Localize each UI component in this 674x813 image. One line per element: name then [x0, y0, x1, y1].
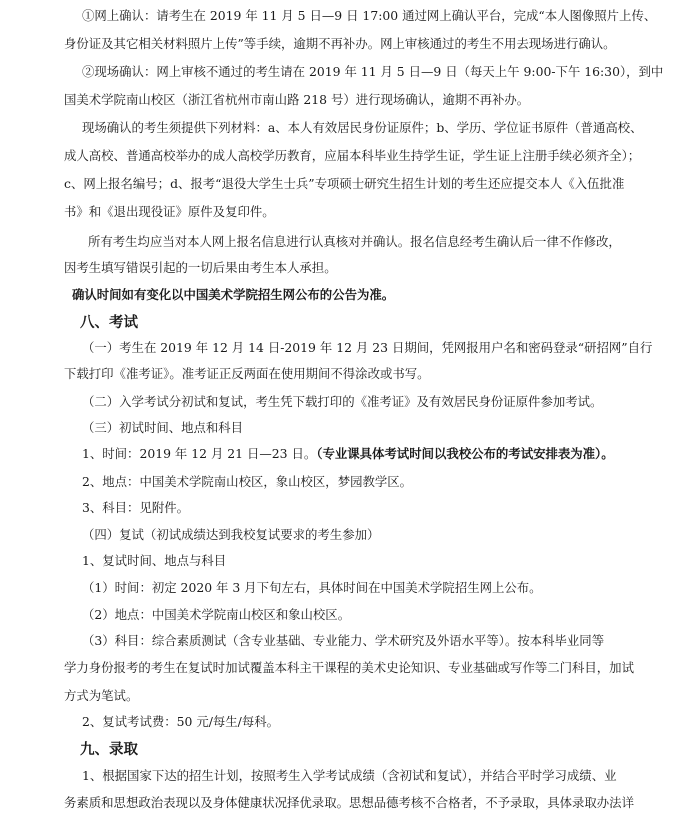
paragraph-line: c、网上报名编号；d、报考“退役大学生士兵”专项硕士研究生招生计划的考生还应提交本人《入伍批准	[64, 176, 625, 191]
paragraph-line: 1、复试时间、地点与科目	[82, 553, 227, 568]
paragraph-line: 因考生填写错误引起的一切后果由考生本人承担。	[64, 260, 337, 275]
paragraph-line: 3、科目：见附件。	[82, 500, 190, 515]
paragraph-line: 学力身份报考的考生在复试时加试覆盖本科主干课程的美术史论知识、专业基础或写作等二门科目，加试	[64, 660, 634, 675]
paragraph-line: （3）科目：综合素质测试（含专业基础、专业能力、学术研究及外语水平等）。按本科毕业同等	[82, 633, 605, 648]
bold-notice: 确认时间如有变化以中国美术学院招生网公布的公告为准。	[72, 287, 395, 302]
paragraph-line: （三）初试时间、地点和科目	[82, 420, 244, 435]
exam-time: 1、时间：2019 年 12 月 21 日—23 日。	[82, 446, 317, 461]
paragraph-line: 国美术学院南山校区（浙江省杭州市南山路 218 号）进行现场确认，逾期不再补办。	[64, 92, 530, 107]
paragraph-line: （四）复试（初试成绩达到我校复试要求的考生参加）	[82, 527, 380, 542]
paragraph-line: 现场确认的考生须提供下列材料：a、本人有效居民身份证原件；b、学历、学位证书原件（普通高校、	[82, 120, 643, 135]
paragraph-line: 下载打印《准考证》。准考证正反两面在使用期间不得涂改或书写。	[64, 366, 430, 381]
paragraph-line: （1）时间：初定 2020 年 3 月下旬左右，具体时间在中国美术学院招生网上公布。	[82, 580, 542, 595]
paragraph-line: 成人高校、普通高校举办的成人高校学历教育，应届本科毕业生持学生证，学生证上注册手续必须齐全）；	[64, 148, 641, 163]
paragraph-line: ②现场确认：网上审核不通过的考生请在 2019 年 11 月 5 日—9 日（每天上午 9:00-下午 16:30），到中	[82, 64, 664, 79]
paragraph-line: （二）入学考试分初试和复试，考生凭下载打印的《准考证》及有效居民身份证原件参加考试。	[82, 394, 603, 409]
paragraph-line: 2、地点：中国美术学院南山校区，象山校区，梦园教学区。	[82, 474, 413, 489]
exam-time-note: （专业课具体考试时间以我校公布的考试安排表为准）。	[316, 446, 614, 461]
section-heading-exam: 八、考试	[80, 315, 138, 331]
paragraph-line: 务素质和思想政治表现以及身体健康状况择优录取。思想品德考核不合格者，不予录取，具体录取办法详	[64, 795, 634, 810]
paragraph-line: 方式为笔试。	[64, 688, 139, 703]
paragraph-line: ①网上确认：请考生在 2019 年 11 月 5 日—9 日 17:00 通过网上确认平台，完成“本人图像照片上传、	[82, 8, 657, 23]
paragraph-line: （2）地点：中国美术学院南山校区和象山校区。	[82, 607, 351, 622]
paragraph-line: 2、复试考试费：50 元/每生/每科。	[82, 714, 280, 729]
paragraph-line: 1、根据国家下达的招生计划，按照考生入学考试成绩（含初试和复试），并结合平时学习成绩、业	[82, 768, 617, 783]
paragraph-line: 书》和《退出现役证》原件及复印件。	[64, 204, 275, 219]
paragraph-line: 所有考生均应当对本人网上报名信息进行认真核对并确认。报名信息经考生确认后一律不作修改，	[88, 234, 621, 249]
paragraph-line: （一）考生在 2019 年 12 月 14 日-2019 年 12 月 23 日期间，凭网报用户名和密码登录“研招网”自行	[82, 340, 653, 355]
paragraph-line: 身份证及其它相关材料照片上传”等手续，逾期不再补办。网上审核通过的考生不用去现场进行确认。	[64, 36, 616, 51]
exam-time-line	[82, 446, 614, 462]
section-heading-admission: 九、录取	[80, 742, 138, 758]
